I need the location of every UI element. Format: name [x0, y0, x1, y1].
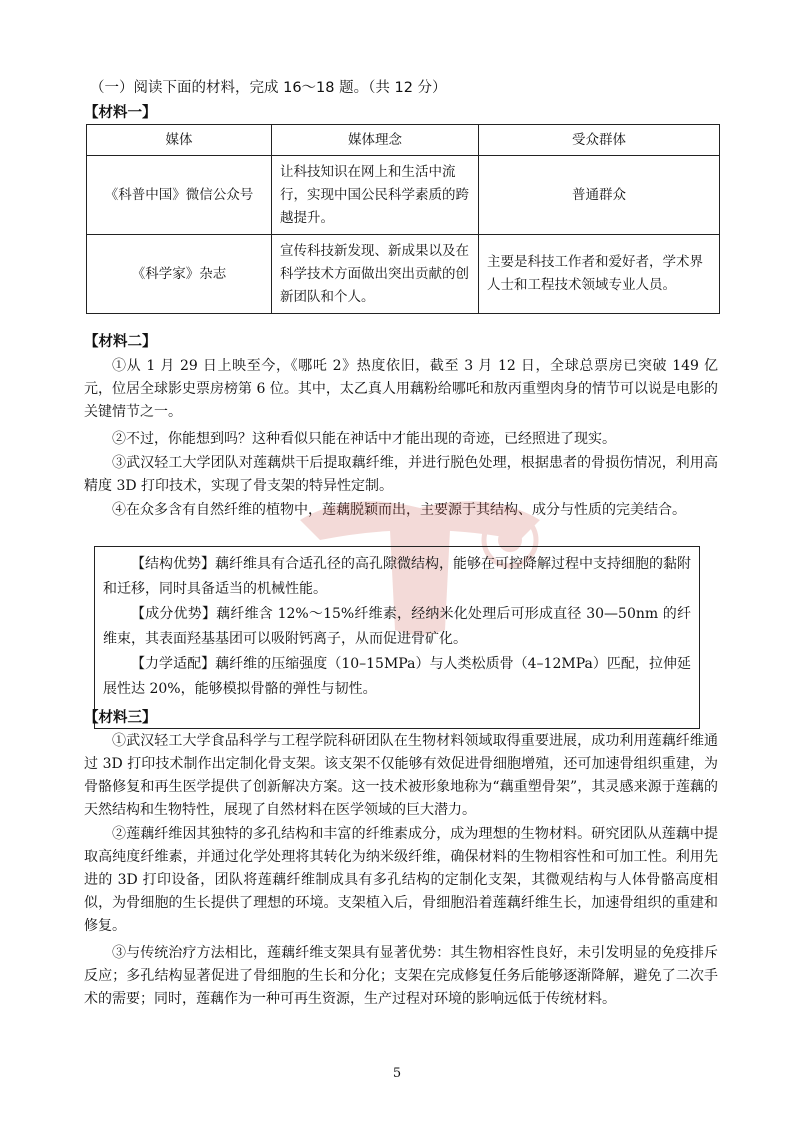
table-header-cell: 媒体理念 [272, 125, 479, 156]
table-cell: 《科普中国》微信公众号 [87, 156, 272, 235]
table-header-row [87, 125, 720, 156]
material3-paragraph: ①武汉轻工大学食品科学与工程学院科研团队在生物材料领域取得重要进展，成功利用莲藕纤维通过 3D 打印技术制作出定制化骨支架。该支架不仅能够有效促进骨细胞增殖，还可加速骨组织重建，为骨骼修复和再生医学提供了创新解决方案。这一技术被形象地称为“藕重塑骨架”，其灵感来源于莲藕的天然结构和生物特性，展现了自然材料在医学领域的巨大潜力。 [84, 733, 718, 818]
table-row [87, 156, 720, 235]
advantage-structure: 【结构优势】藕纤维具有合适孔径的高孔隙微结构，能够在可控降解过程中支持细胞的黏附和迁移，同时具备适当的机械性能。 [103, 556, 691, 597]
material2-paragraph: ③武汉轻工大学团队对莲藕烘干后提取藕纤维，并进行脱色处理，根据患者的骨损伤情况，利用高精度 3D 打印技术，实现了骨支架的特异性定制。 [84, 455, 718, 494]
table-cell: 《科学家》杂志 [87, 235, 272, 314]
advantage-composition: 【成分优势】藕纤维含 12%～15%纤维素，经纳米化处理后可形成直径 30—50nm 的纤维束，其表面羟基基团可以吸附钙离子，从而促进骨矿化。 [103, 606, 691, 647]
material2-paragraph: ④在众多含有自然纤维的植物中，莲藕脱颖而出，主要源于其结构、成分与性质的完美结合。 [112, 502, 686, 518]
table-row [87, 235, 720, 314]
section-heading: （一）阅读下面的材料，完成 16～18 题。（共 12 分） [90, 80, 447, 96]
table-cell: 让科技知识在网上和生活中流行，实现中国公民科学素质的跨越提升。 [272, 156, 479, 235]
advantage-mechanics: 【力学适配】藕纤维的压缩强度（10–15MPa）与人类松质骨（4–12MPa）匹配，拉伸延展性达 20%，能够模拟骨骼的弹性与韧性。 [103, 656, 691, 697]
material3-label: 【材料三】 [84, 710, 157, 726]
material2-paragraph: ②不过，你能想到吗？这种看似只能在神话中才能出现的奇迹，已经照进了现实。 [112, 431, 616, 447]
table-header-cell: 受众群体 [479, 125, 720, 156]
page-number: 5 [392, 1066, 402, 1081]
table-header-cell: 媒体 [87, 125, 272, 156]
table-cell: 主要是科技工作者和爱好者，学术界人士和工程技术领域专业人员。 [479, 235, 720, 314]
advantages-box [94, 546, 700, 729]
material2-label: 【材料二】 [84, 334, 157, 350]
table-cell: 宣传科技新发现、新成果以及在科学技术方面做出突出贡献的创新团队和个人。 [272, 235, 479, 314]
material3-paragraph: ②莲藕纤维因其独特的多孔结构和丰富的纤维素成分，成为理想的生物材料。研究团队从莲藕中提取高纯度纤维素，并通过化学处理将其转化为纳米级纤维，确保材料的生物相容性和可加工性。利用先进的 3D 打印设备，团队将莲藕纤维制成具有多孔结构的定制化支架，其微观结构与人体骨骼高度相似，为骨细胞的生长提供了理想的环境。支架植入后，骨细胞沿着莲藕纤维生长，加速骨组织的重建和修复。 [84, 826, 718, 934]
table-cell: 普通群众 [479, 156, 720, 235]
material2-paragraph: ①从 1 月 29 日上映至今，《哪吒 2》热度依旧，截至 3 月 12 日，全球总票房已突破 149 亿元，位居全球影史票房榜第 6 位。其中，太乙真人用藕粉给哪吒和敖丙重塑肉身的情节可以说是电影的关键情节之一。 [84, 358, 718, 420]
material3-paragraph: ③与传统治疗方法相比，莲藕纤维支架具有显著优势：其生物相容性良好，未引发明显的免疫排斥反应；多孔结构显著促进了骨细胞的生长和分化；支架在完成修复任务后能够逐渐降解，避免了二次手术的需要；同时，莲藕作为一种可再生资源，生产过程对环境的影响远低于传统材料。 [84, 945, 718, 1007]
material1-label: 【材料一】 [84, 105, 157, 121]
media-table [86, 124, 720, 314]
